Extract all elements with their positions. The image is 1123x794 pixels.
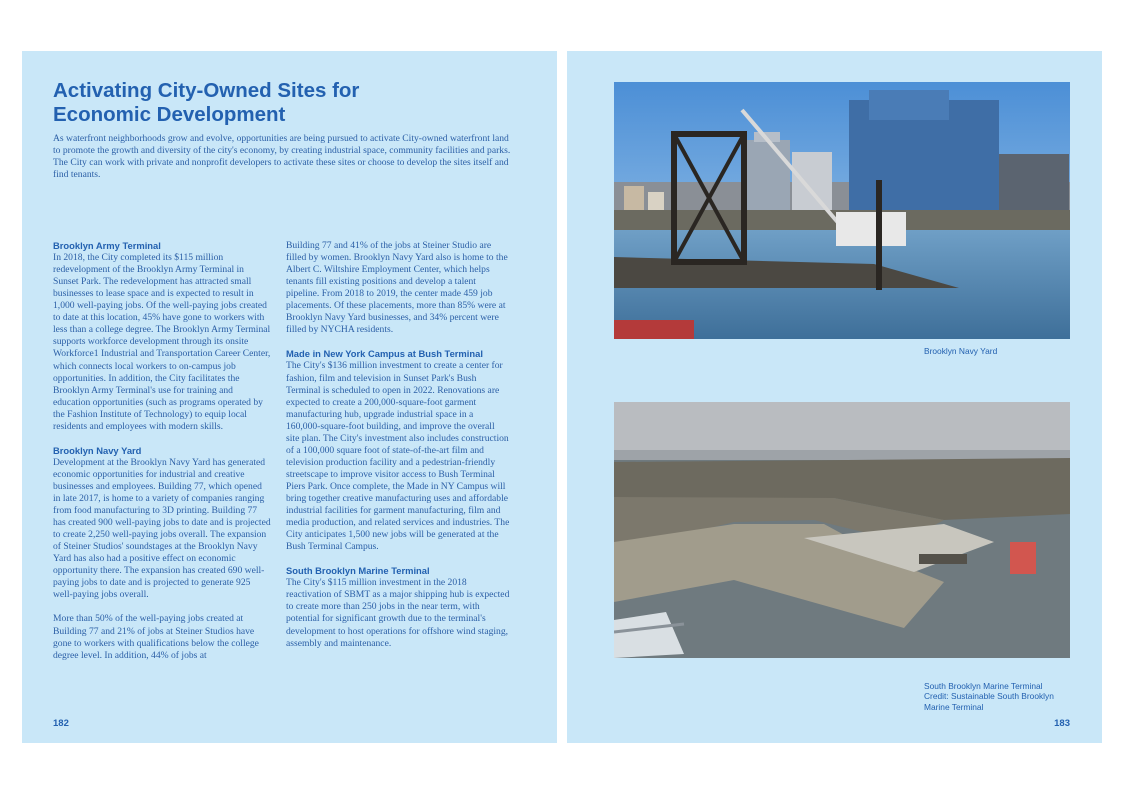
- body-army-terminal: In 2018, the City completed its $115 million redevelopment of the Brooklyn Army Terminal in Sunset Park. The redevelopment has attracted small businesses to lease space and is expected to result in 1,000 well-paying jobs. Of the well-paying jobs created to date at this location, 45% have gone to workers with less than a college degree. The Brooklyn Army Terminal supports workforce development through its onsite Workforce1 Industrial and Transportation Career Center, which connects local workers to on-campus job opportunities. In addition, the City facilitates the Brooklyn Army Terminal's use for training and education opportunities (such as programs operated by the Fashion Institute of Technology) to equip local residents and employees with modern skills.: [53, 252, 271, 432]
- body-bush-terminal: The City's $136 million investment to create a center for fashion, film and television in Sunset Park's Bush Terminal is scheduled to open in 2022. Renovations are expected to create a 200,000-square-foot garment manufacturing hub, upgrade industrial space in a 160,000-square-foot building, and improve the overall site plan. The City's investment also includes construction of a 100,000 square foot of state-of-the-art film and television production facility and a pedestrian-friendly streetscape to improve visitor access to Bush Terminal Piers Park. Once complete, the Made in NY Campus will bring together creative manufacturing uses and affordable industrial facilities for garment manufacturing, film and media production, and related services and industries. The City anticipates 1,500 new jobs will be generated at the Bush Terminal Campus.: [286, 360, 510, 553]
- navy-yard-photo: [614, 82, 1070, 339]
- page-number-left: 182: [53, 718, 69, 729]
- body-navy-yard-3: Building 77 and 41% of the jobs at Steiner Studio are filled by women. Brooklyn Navy Yard also is home to the Albert C. Wiltshire Employment Center, which helps tenants fill existing positions and develop a talent pipeline. From 2018 to 2019, the center made 459 job placements. Of these placements, more than 85% were at Brooklyn Navy Yard businesses, and 34% percent were filled by NYCHA residents.: [286, 240, 508, 336]
- caption-sbmt-line-1: South Brooklyn Marine Terminal: [924, 681, 1043, 691]
- left-page: [22, 51, 557, 743]
- title-line-2: Economic Development: [53, 103, 286, 126]
- title-line-1: Activating City-Owned Sites for: [53, 79, 360, 102]
- body-sbmt: The City's $115 million investment in the 2018 reactivation of SBMT as a major shipping hub is expected to create more than 250 jobs in the near term, with potential for significant growth due to the terminal's development to host operations for offshore wind staging, assembly and maintenance.: [286, 577, 510, 649]
- page-number-right: 183: [1054, 718, 1070, 729]
- heading-army-terminal: Brooklyn Army Terminal: [53, 240, 161, 251]
- caption-sbmt-line-2: Credit: Sustainable South Brooklyn: [924, 691, 1054, 702]
- intro-paragraph: As waterfront neighborhoods grow and evolve, opportunities are being pursued to activate City-owned waterfront land to promote the growth and diversity of the city's economy, by creating industrial space, community facilities and parks. The City can work with private and nonprofit developers to activate these sites or choose to develop the sites itself and find tenants.: [53, 133, 511, 181]
- heading-navy-yard: Brooklyn Navy Yard: [53, 444, 142, 456]
- caption-navy-yard: Brooklyn Navy Yard: [924, 346, 998, 356]
- right-page: [567, 51, 1102, 743]
- text-column-right: [286, 240, 510, 650]
- page-title: [53, 79, 523, 127]
- text-column-left: [53, 240, 271, 662]
- heading-bush-terminal: Made in New York Campus at Bush Terminal: [286, 348, 483, 360]
- heading-sbmt: South Brooklyn Marine Terminal: [286, 565, 430, 577]
- sbmt-aerial-photo: [614, 402, 1070, 658]
- body-navy-yard: Development at the Brooklyn Navy Yard has generated economic opportunities for industrial and creative businesses and employees. Building 77, which opened in late 2017, is home to a variety of companies ranging from food manufacturing to 3D printing. Building 77 has created 900 well-paying jobs to date and is projected to create 2,250 well-paying jobs overall. The expansion of Steiner Studios' soundstages at the Brooklyn Navy Yard has also had a positive effect on economic opportunity there. The expansion has created 690 well-paying jobs to date and is projected to generate 925 well-paying jobs overall.: [53, 456, 271, 601]
- caption-sbmt: [924, 681, 1074, 712]
- caption-sbmt-line-3: Marine Terminal: [924, 701, 984, 712]
- body-navy-yard-2: More than 50% of the well-paying jobs created at Building 77 and 21% of jobs at Steiner Studios have gone to workers with qualifications below the college degree level. In addition, 44% of jobs at: [53, 613, 259, 661]
